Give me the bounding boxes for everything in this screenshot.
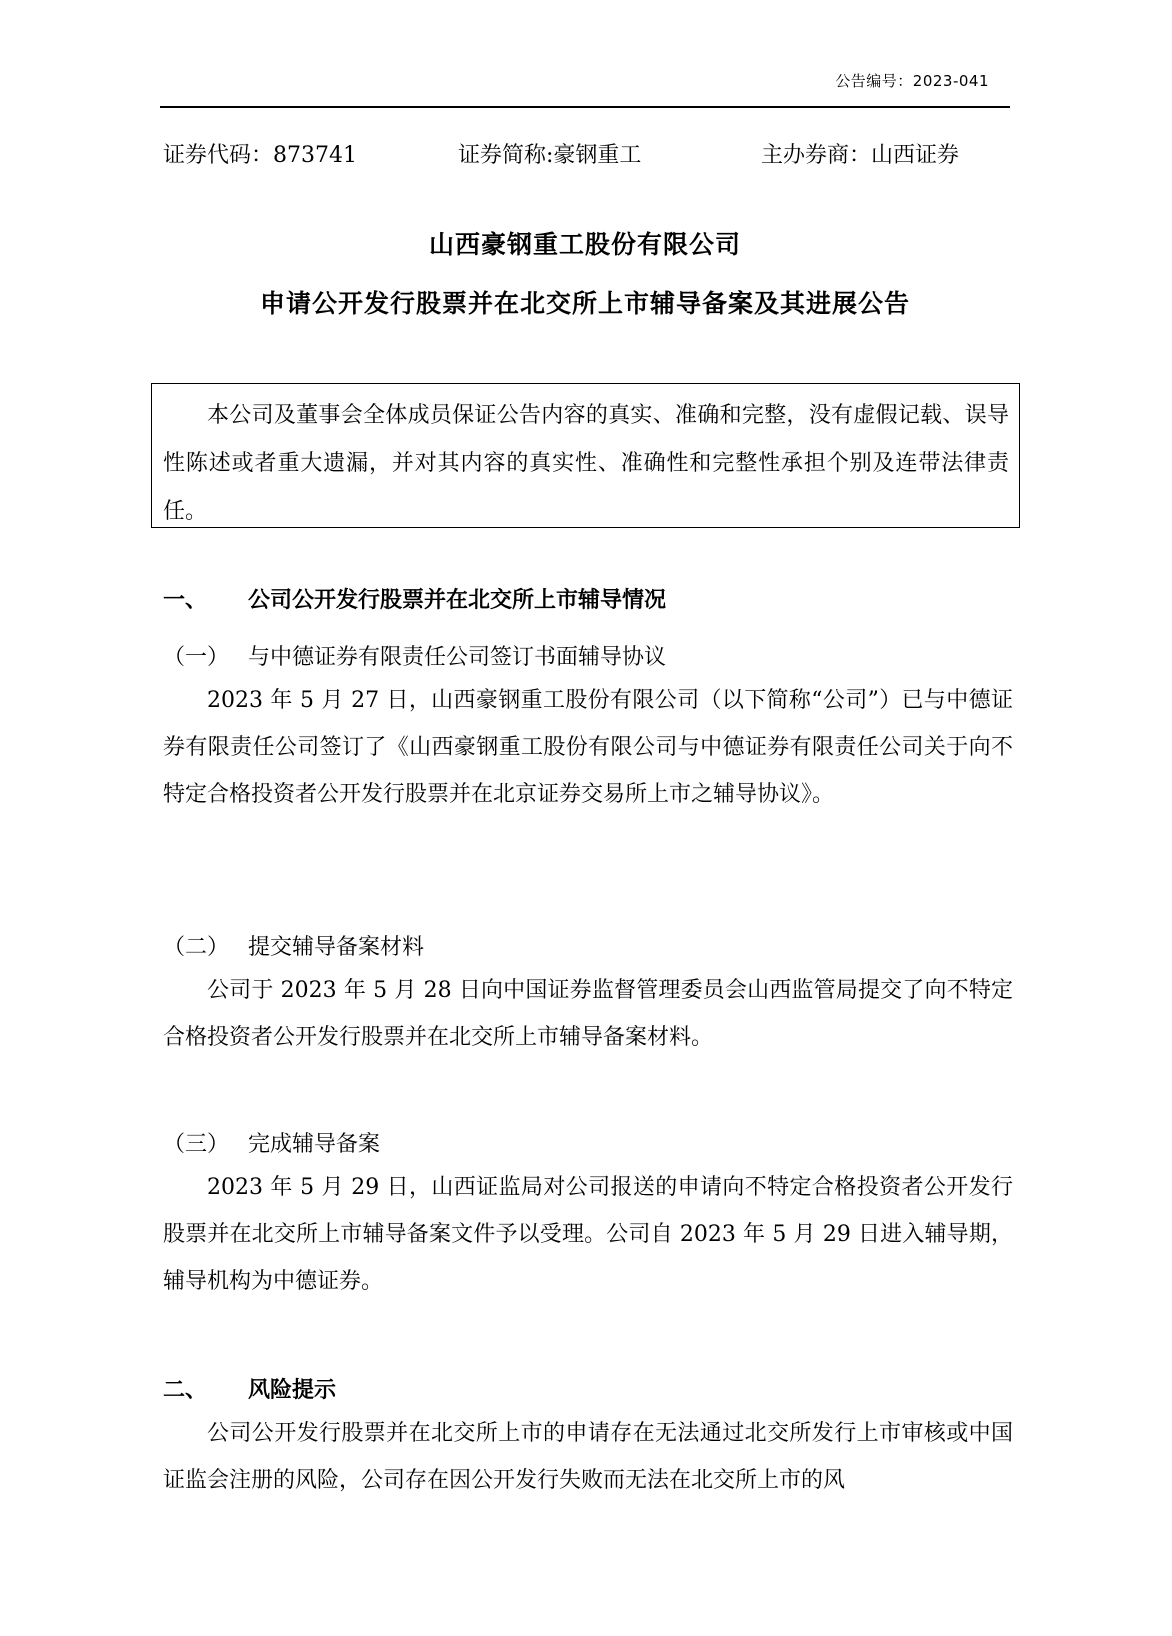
- security-code: 证券代码：873741: [163, 143, 357, 168]
- document-title-company: 山西豪钢重工股份有限公司: [428, 230, 741, 259]
- risk-warning-body: 公司公开发行股票并在北交所上市的申请存在无法通过北交所发行上市审核或中国证监会注册的风险，公司存在因公开发行失败而无法在北交所上市的风: [163, 1421, 1013, 1493]
- subsection-title: 完成辅导备案: [248, 1132, 381, 1157]
- subsection-heading-1: [163, 640, 863, 672]
- subsection-number: （三）: [163, 1132, 230, 1157]
- board-statement-box: [151, 383, 1020, 528]
- securities-info: [163, 138, 1013, 170]
- section-number: 一、: [163, 588, 208, 613]
- section-title: 公司公开发行股票并在北交所上市辅导情况: [248, 588, 667, 613]
- document-title-subject: 申请公开发行股票并在北交所上市辅导备案及其进展公告: [259, 289, 910, 318]
- subsection-body-3: 2023 年 5 月 29 日，山西证监局对公司报送的申请向不特定合格投资者公开发行股票并在北交所上市辅导备案文件予以受理。公司自 2023 年 5 月 29 日进入辅导期，辅导机构为中德证券。: [163, 1175, 1013, 1294]
- notice-number: 公告编号：2023-041: [835, 72, 989, 90]
- subsection-heading-3: [163, 1127, 863, 1159]
- sponsor-broker: 主办券商：山西证券: [761, 143, 960, 168]
- subsection-number: （二）: [163, 935, 230, 960]
- header-divider: [160, 106, 1010, 108]
- subsection-body-1: 2023 年 5 月 27 日，山西豪钢重工股份有限公司（以下简称“公司”）已与中德证券有限责任公司签订了《山西豪钢重工股份有限公司与中德证券有限责任公司关于向不特定合格投资者公开发行股票并在北京证券交易所上市之辅导协议》。: [163, 688, 1013, 807]
- subsection-title: 与中德证券有限责任公司签订书面辅导协议: [248, 645, 667, 670]
- subsection-heading-2: [163, 930, 863, 962]
- board-statement-text: 本公司及董事会全体成员保证公告内容的真实、准确和完整，没有虚假记载、误导性陈述或者重大遗漏，并对其内容的真实性、准确性和完整性承担个别及连带法律责任。: [163, 403, 1009, 524]
- section-number: 二、: [163, 1378, 208, 1403]
- subsection-body-2: 公司于 2023 年 5 月 28 日向中国证券监督管理委员会山西监管局提交了向不特定合格投资者公开发行股票并在北交所上市辅导备案材料。: [163, 978, 1013, 1050]
- section-title: 风险提示: [248, 1378, 337, 1403]
- security-short-name: 证券简称:豪钢重工: [458, 143, 642, 168]
- subsection-number: （一）: [163, 645, 230, 670]
- subsection-title: 提交辅导备案材料: [248, 935, 425, 960]
